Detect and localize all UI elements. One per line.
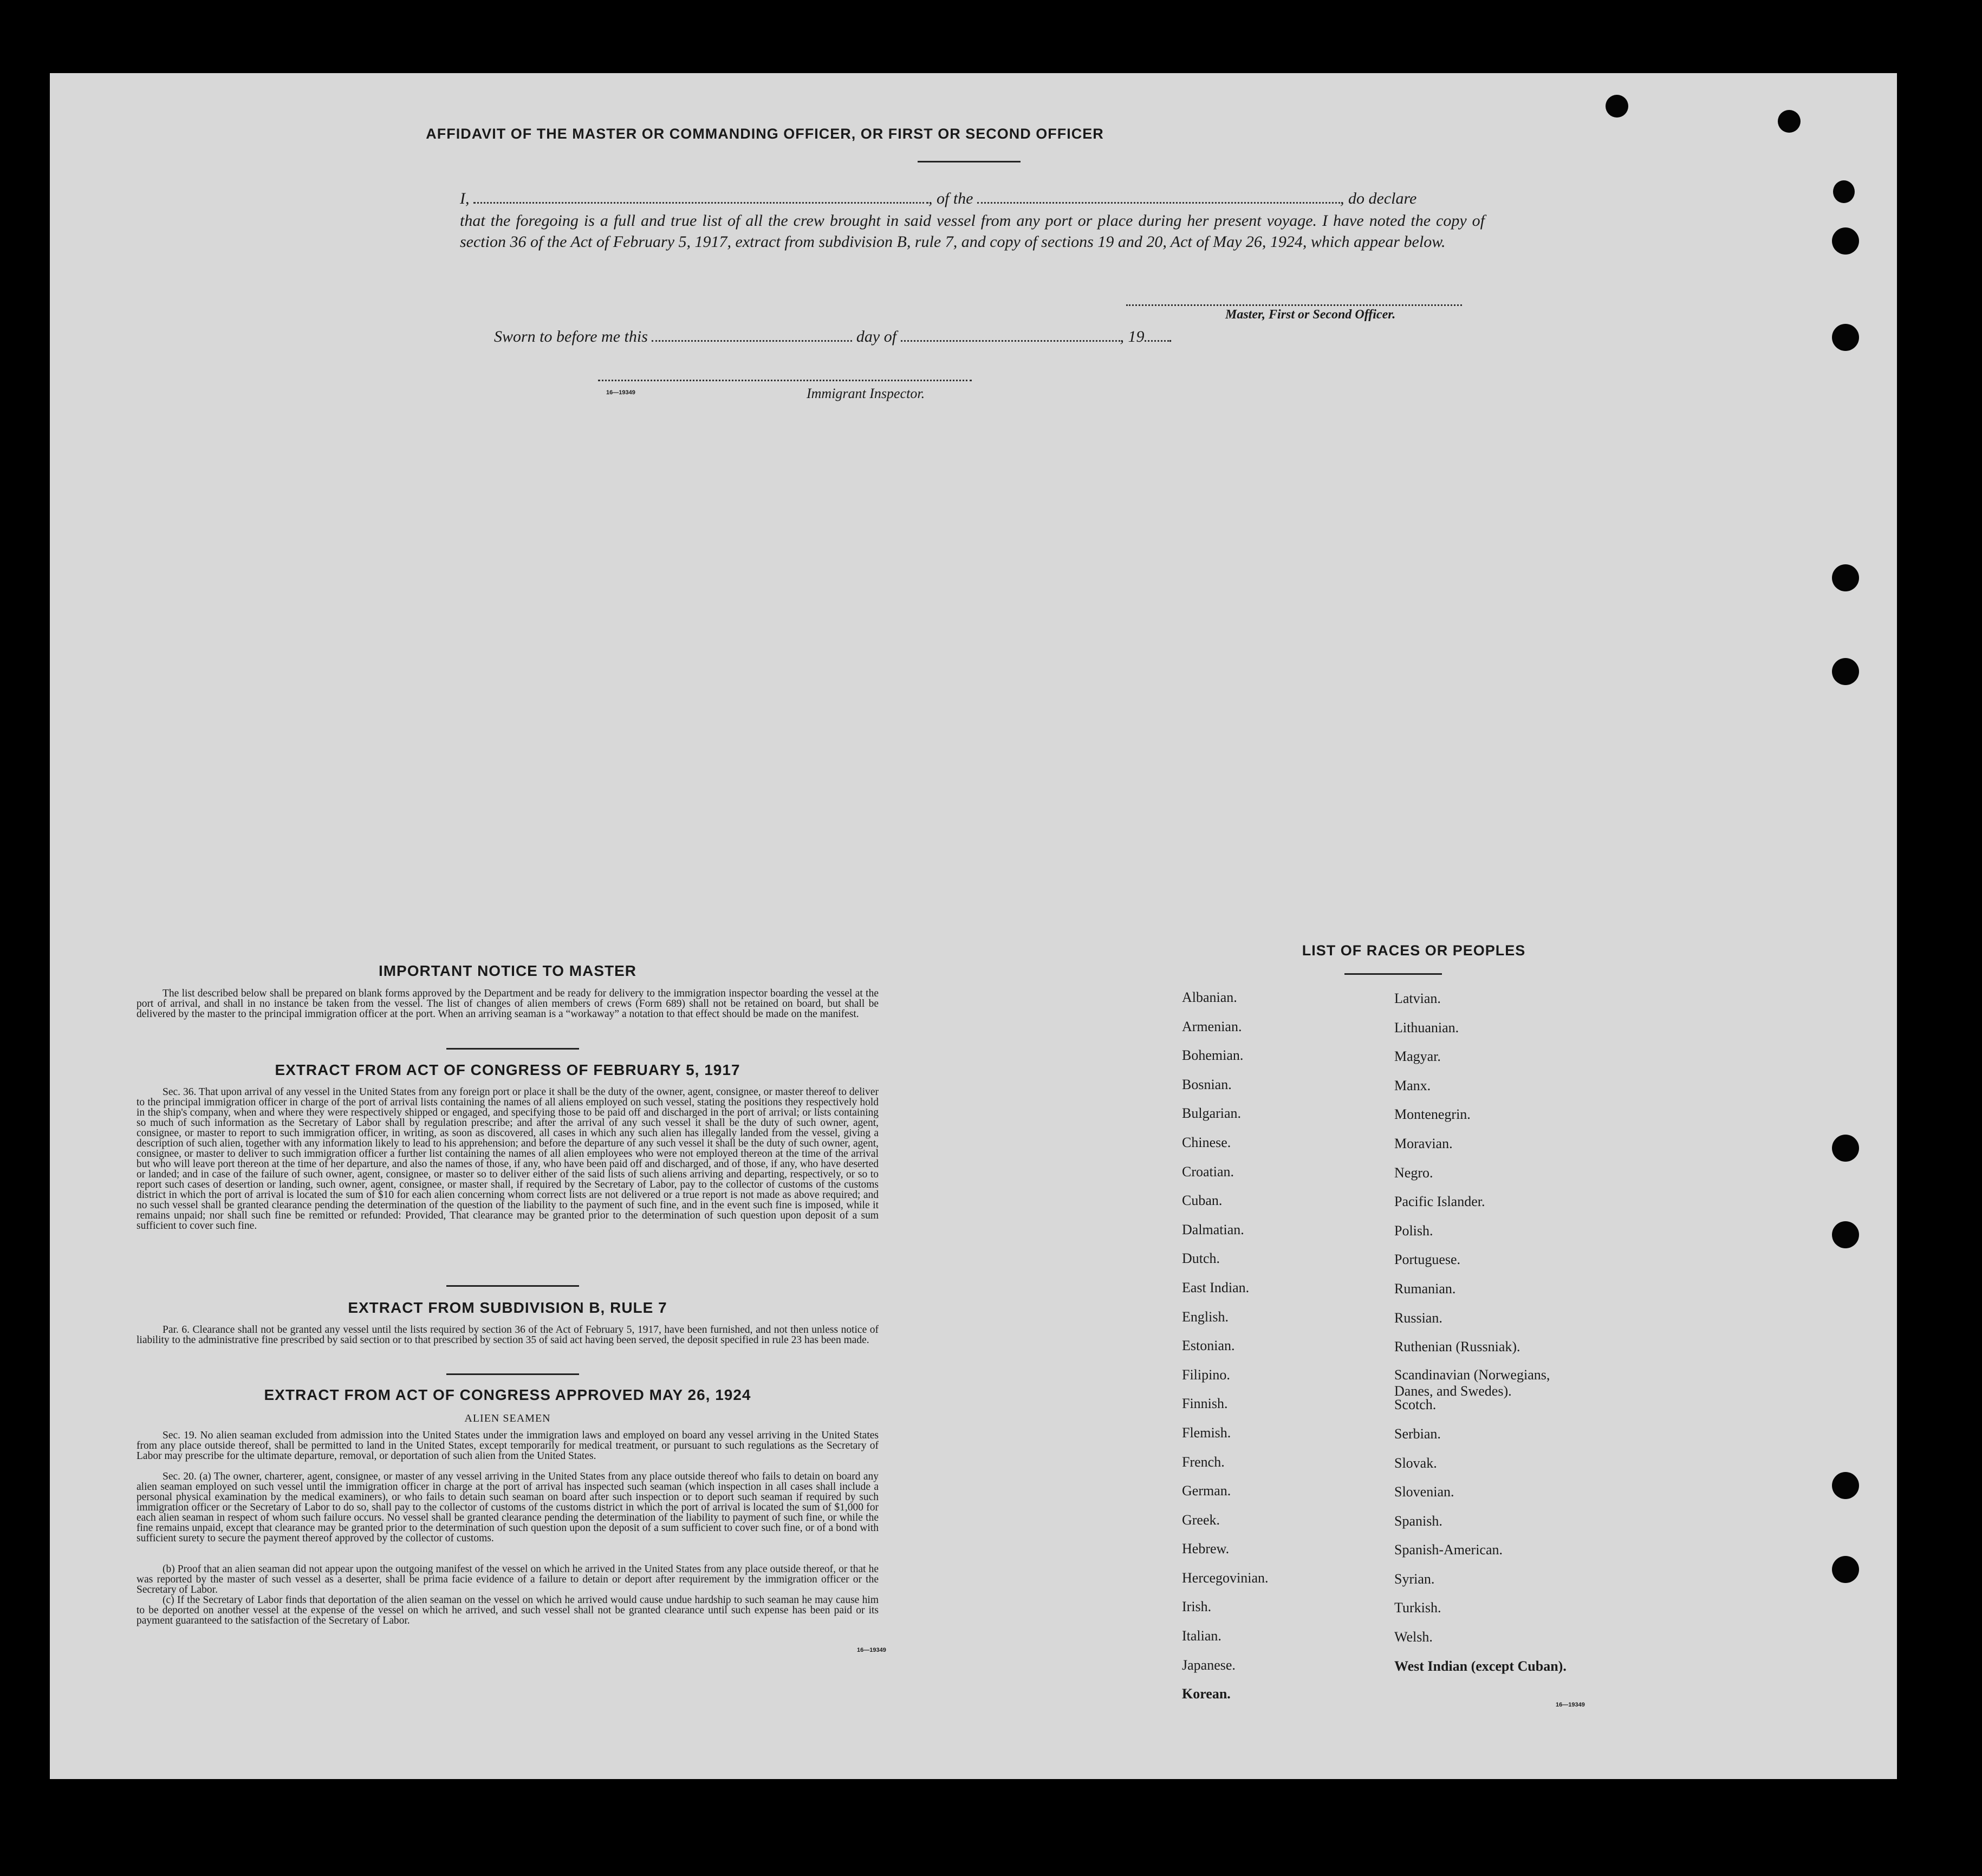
races-underline [1344,973,1442,975]
race-item: Italian. [1182,1628,1221,1644]
subdivb-title: EXTRACT FROM SUBDIVISION B, RULE 7 [348,1299,667,1316]
races-column-1 [1182,983,1399,1709]
race-item: Pacific Islander. [1394,1194,1485,1210]
affidavit-body: that the foregoing is a full and true list of all the crew brought in said vessel from any port or place during her present voyage. I have noted the copy of section 36 of the Act of February 5, 1917, extract from subdivision B, rule 7, and copy of sections 19 and 20, Act of May 26, 1924, which appear below. [460,212,1485,251]
extract1917-title: EXTRACT FROM ACT OF CONGRESS OF FEBRUARY 5, 1917 [275,1061,740,1078]
race-item: Welsh. [1394,1629,1433,1645]
name-blank[interactable] [473,197,928,204]
race-item: Montenegrin. [1394,1106,1471,1123]
race-item: Ruthenian (Russniak). [1394,1339,1520,1355]
affidavit-form-number: 16—19349 [606,389,635,396]
race-item: East Indian. [1182,1279,1250,1295]
race-item: Bosnian. [1182,1076,1232,1092]
extract1924-sec19: Sec. 19. No alien seaman excluded from admission into the United States under the immigration laws and employed on board any vessel arriving in the United States from any place outside thereof, shall be permitted to land in the United States, except temporarily for medical treatment, or pursuant to such regulations as the Secretary of Labor may prescribe for the ultimate departure, removal, or deportation of such alien from the United States. [137,1430,879,1462]
binder-hole [1832,658,1859,685]
race-item: Russian. [1394,1310,1442,1326]
inspector-caption: Immigrant Inspector. [807,386,925,401]
sworn-line: Sworn to before me this day of , 19 . [494,328,1173,346]
binder-hole [1832,227,1859,255]
races-title: LIST OF RACES OR PEOPLES [1302,942,1526,959]
affidavit-title: AFFIDAVIT OF THE MASTER OR COMMANDING OFFICER, OR FIRST OR SECOND OFFICER [426,126,1104,142]
race-item: Estonian. [1182,1338,1235,1354]
line1-end: , do declare [1340,190,1417,207]
binder-hole [1832,1221,1859,1248]
inspector-line[interactable] [598,380,972,381]
sworn-month-blank[interactable] [901,335,1120,342]
signature-line[interactable] [1126,304,1462,306]
race-item: Magyar. [1394,1048,1441,1065]
race-item: Latvian. [1394,991,1441,1006]
form-page [50,73,1897,1779]
divider-1 [446,1048,579,1050]
race-item: Negro. [1394,1164,1433,1181]
affidavit-line1 [460,190,1532,208]
race-item: Portuguese. [1394,1252,1461,1268]
sworn-mid: day of [856,328,897,346]
binder-hole [1832,1472,1859,1499]
race-item: Bohemian. [1182,1047,1244,1064]
sworn-year-blank[interactable] [1145,335,1169,342]
race-item: Slovak. [1394,1455,1437,1471]
notice-body: The list described below shall be prepared on blank forms approved by the Department and be ready for delivery to the immigration inspector boarding the vessel at the port of arrival, and shall in no instance be taken from the vessel. The list of changes of alien members of crews (Form 689) shall not be retained on board, but shall be delivered by the master to the principal immigration officer at the port. When an arriving seaman is a “workaway” a notation to that effect should be made on the manifest. [137,988,879,1020]
race-item: English. [1182,1308,1229,1325]
sworn-start: Sworn to before me this [494,328,648,346]
race-item: Hercegovinian. [1182,1569,1269,1586]
race-item: Armenian. [1182,1018,1242,1034]
race-item: Japanese. [1182,1657,1236,1673]
race-item: Greek. [1182,1512,1220,1528]
divider-2 [446,1285,579,1287]
sworn-day-blank[interactable] [652,335,852,342]
race-item: Hebrew. [1182,1541,1230,1557]
race-item: Manx. [1394,1077,1431,1093]
extract1924-sec20b: (b) Proof that an alien seaman did not appear upon the outgoing manifest of the vessel on which he arrived in the United States from any place outside thereof, or that he was reported by the master of such vessel as a deserter, shall be prima facie evidence of a failure to detain or deport after requirement by the immigration officer or the Secretary of Labor. [137,1564,879,1595]
binder-hole [1832,564,1859,591]
race-item: Flemish. [1182,1424,1231,1441]
race-item: Croatian. [1182,1163,1234,1180]
binder-hole [1833,180,1855,203]
extract1924-subtitle: ALIEN SEAMEN [464,1412,551,1424]
race-item: Moravian. [1394,1135,1453,1151]
extract1924-title: EXTRACT FROM ACT OF CONGRESS APPROVED MAY 26, 1924 [264,1386,751,1403]
race-item: Syrian. [1394,1571,1435,1587]
title-underline [918,161,1021,162]
line1-mid: , of the [928,190,973,207]
vessel-blank[interactable] [977,197,1340,204]
extract1924-sec20c: (c) If the Secretary of Labor finds that deportation of the alien seaman on the vessel on which he arrived would cause undue hardship to such seaman he may cause him to be deported on another vessel at the expense of the vessel on which he arrived, and such vessel shall not be granted clearance until such expense has been paid or its payment guaranteed to the satisfaction of the Secretary of Labor. [137,1594,879,1626]
race-item: Dalmatian. [1182,1221,1244,1237]
subdivb-body: Par. 6. Clearance shall not be granted any vessel until the lists required by section 36 of the Act of February 5, 1917, have been furnished, and not then unless notice of liability to the administrative fine prescribed by said section or to that prescribed by section 35 of said act having been served, the deposit specified in rule 23 has been made. [137,1324,879,1346]
race-item: Korean. [1182,1686,1231,1702]
race-item: Spanish-American. [1394,1542,1503,1558]
race-item: Turkish. [1394,1600,1441,1616]
race-item: Finnish. [1182,1396,1228,1412]
notice-title: IMPORTANT NOTICE TO MASTER [378,962,637,979]
extract1924-sec20a: Sec. 20. (a) The owner, charterer, agent, consignee, or master of any vessel arriving in the United States from any place outside thereof who fails to detain on board any alien seaman employed on such vessel until the immigration officer in charge at the port of arrival has inspected such seaman (which inspection in all cases shall include a personal physical examination by the medical examiners), or who fails to detain such seaman on board after such inspection or to deport such seaman if required by such immigration officer or the Secretary of Labor to do so, shall pay to the collector of customs of the customs district in which the port of arrival is located the sum of $1,000 for each alien seaman in respect of whom such failure occurs. No vessel shall be granted clearance pending the determination of the liability to payment of such fine, or while the fine remains unpaid, except that clearance may be granted prior to the determination of such question upon the deposit of a sum sufficient to cover such fine, or of a bond with sufficient surety to secure the payment thereof approved by the collector of customs. [137,1471,879,1544]
race-item: Chinese. [1182,1134,1231,1150]
race-item: Scandinavian (Norwegians, Danes, and Swedes). [1394,1366,1550,1399]
race-item: German. [1182,1483,1231,1499]
race-item: Slovenian. [1394,1484,1454,1500]
binder-hole [1832,324,1859,351]
race-item: Scotch. [1394,1397,1437,1413]
sworn-end: , 19 [1120,328,1145,346]
binder-hole [1832,1556,1859,1583]
race-item: West Indian (except Cuban). [1394,1658,1567,1674]
race-item: Serbian. [1394,1425,1441,1442]
race-item: French. [1182,1454,1225,1470]
race-item: Bulgarian. [1182,1105,1242,1122]
races-form-number: 16—19349 [1556,1702,1585,1708]
binder-hole [1778,110,1801,133]
race-item: Dutch. [1182,1250,1220,1267]
race-item: Irish. [1182,1599,1212,1615]
races-column-2 [1394,984,1665,1680]
race-item: Cuban. [1182,1193,1223,1209]
race-item: Filipino. [1182,1366,1230,1383]
line1-start: I, [460,190,470,207]
race-item: Spanish. [1394,1513,1442,1529]
divider-3 [446,1373,579,1375]
race-item: Lithuanian. [1394,1019,1459,1035]
extract1917-body: Sec. 36. That upon arrival of any vessel in the United States from any foreign port or place it shall be the duty of the owner, agent, consignee, or master thereof to deliver to the principal immigration officer in charge of the port of arrival lists containing the names of all aliens employed on such vessel, stating the positions they respectively hold in the ship's company, when and where they were respectively shipped or engaged, and specifying those to be paid off and discharged in the port of arrival; or lists containing so much of such information as the Secretary of Labor shall by regulation prescribe; and after the arrival of any such vessel it shall be the duty of such owner, agent, consignee, or master to report to such immigration officer, in writing, as soon as discovered, all cases in which any such alien has illegally landed from the vessel, giving a description of such alien, together with any information likely to lead to his apprehension; and before the departure of any such vessel it shall be the duty of such owner, agent, consignee, or master to deliver to such immigration officer a further list containing the names of all alien employees who were not employed thereon at the time of the arrival but who will leave port thereon at the time of her departure, and also the names of those, if any, who have been paid off and discharged, and of those, if any, who have deserted or landed; and in case of the failure of such owner, agent, consignee, or master so to deliver either of the said lists of such aliens arriving and departing, respectively, or so to report such cases of desertion or landing, such owner, agent, consignee, or master shall, if required by the Secretary of Labor, pay to the collector of customs of the customs district in which the port of arrival is located the sum of $10 for each alien concerning whom correct lists are not delivered or a true report is not made as above required; and no such vessel shall be granted clearance pending the determination of the question of the liability to the payment of such fine, and in the event such fine is imposed, while it remains unpaid; nor shall such fine be remitted or refunded: Provided, That clearance may be granted prior to the determination of such question upon deposit of a sum sufficient to cover such fine. [137,1086,879,1232]
signature-caption: Master, First or Second Officer. [1225,308,1396,322]
binder-hole [1606,95,1628,118]
race-item: Polish. [1394,1222,1433,1239]
extract1924-form-number: 16—19349 [857,1647,886,1653]
race-item: Rumanian. [1394,1280,1456,1297]
race-item: Albanian. [1182,989,1237,1005]
binder-hole [1832,1135,1859,1162]
